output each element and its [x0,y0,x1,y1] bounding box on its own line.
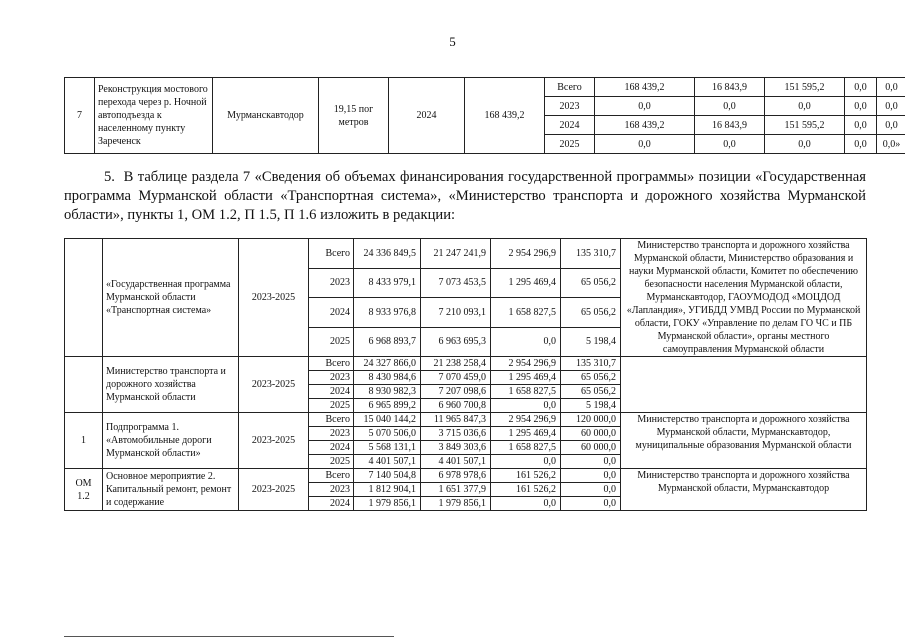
value-cell: 2 954 296,9 [491,357,561,371]
value-cell: 65 056,2 [561,371,621,385]
value-cell: 0,0 [845,97,877,116]
value-cell: 7 207 098,6 [421,385,491,399]
value-cell: 16 843,9 [695,78,765,97]
value-cell: 120 000,0 [561,413,621,427]
value-cell: 5 070 506,0 [354,427,421,441]
value-cell: 8 933 976,8 [354,298,421,328]
value-cell: 1 295 469,4 [491,268,561,298]
year-cell: 2023 [309,483,354,497]
value-cell: 0,0 [845,78,877,97]
value-cell: 0,0 [491,399,561,413]
object-year: 2024 [389,78,465,154]
item-executors: Министерство транспорта и дорожного хозяйства Мурманской области, Мурманскавтодор [621,469,867,511]
year-cell: 2023 [309,371,354,385]
value-cell: 151 595,2 [765,78,845,97]
table-row [65,413,867,427]
value-cell: 21 247 241,9 [421,239,491,269]
year-cell: Всего [309,239,354,269]
value-cell: 4 401 507,1 [421,455,491,469]
item-name: «Государственная программа Мурманской области «Транспортная система» [103,239,239,357]
period-cell: Всего [545,78,595,97]
year-cell: 2024 [309,497,354,511]
object-cost: 168 439,2 [465,78,545,154]
table-row [65,239,867,269]
value-cell: 65 056,2 [561,385,621,399]
year-cell: Всего [309,413,354,427]
value-cell: 16 843,9 [695,116,765,135]
value-cell: 7 140 504,8 [354,469,421,483]
value-cell: 6 968 893,7 [354,327,421,357]
value-cell: 0,0 [765,97,845,116]
period-cell: 2024 [545,116,595,135]
value-cell: 0,0 [877,116,905,135]
value-cell: 1 658 827,5 [491,441,561,455]
value-cell: 0,0 [561,455,621,469]
year-cell: 2025 [309,455,354,469]
value-cell: 0,0 [491,455,561,469]
value-cell: 0,0 [561,497,621,511]
item-number: 1 [65,413,103,469]
table-program-financing [64,238,867,511]
value-cell: 0,0 [877,97,905,116]
value-cell: 7 073 453,5 [421,268,491,298]
value-cell: 168 439,2 [595,78,695,97]
item-executors: Министерство транспорта и дорожного хозяйства Мурманской области, Мурманскавтодор, муниципальные образования Мурманской области [621,413,867,469]
value-cell: 60 000,0 [561,427,621,441]
value-cell: 168 439,2 [595,116,695,135]
value-cell: 21 238 258,4 [421,357,491,371]
value-cell: 135 310,7 [561,357,621,371]
value-cell: 0,0 [845,116,877,135]
item-period: 2023-2025 [239,239,309,357]
value-cell: 15 040 144,2 [354,413,421,427]
value-cell: 5 568 131,1 [354,441,421,455]
table-row [65,469,867,483]
value-cell: 0,0 [561,483,621,497]
year-cell: 2024 [309,385,354,399]
year-cell: 2024 [309,441,354,455]
footnote-rule [64,636,394,637]
value-cell: 60 000,0 [561,441,621,455]
value-cell: 8 430 984,6 [354,371,421,385]
year-cell: Всего [309,357,354,371]
object-capacity: 19,15 пог метров [319,78,389,154]
object-description: Реконструкция мостового перехода через р. Ночной автоподъезда к населенному пункту Зареченск [95,78,213,154]
value-cell: 1 812 904,1 [354,483,421,497]
year-cell: Всего [309,469,354,483]
year-cell: 2025 [309,327,354,357]
value-cell: 161 526,2 [491,483,561,497]
value-cell: 0,0 [491,327,561,357]
item-executors: Министерство транспорта и дорожного хозяйства Мурманской области, Министерство образования и науки Мурманской области, Комитет по обеспечению безопасности населения Мурманской области, Мурманскавтодор, ГАОУМОДОД «МОЦДОД «Лапландия», УГИБДД УМВД России по Мурманской области, ГОКУ «Управление по делам ГО ЧС и ПБ Мурманской области», органы местного самоуправления Мурманской области [621,239,867,357]
value-cell: 0,0 [491,497,561,511]
item-number: ОМ 1.2 [65,469,103,511]
year-cell: 2024 [309,298,354,328]
value-cell: 3 849 303,6 [421,441,491,455]
item-period: 2023-2025 [239,469,309,511]
page-number: 5 [449,34,456,49]
item-name: Министерство транспорта и дорожного хозяйства Мурманской области [103,357,239,413]
value-cell: 5 198,4 [561,399,621,413]
item-period: 2023-2025 [239,413,309,469]
value-cell: 65 056,2 [561,268,621,298]
year-cell: 2023 [309,427,354,441]
value-cell: 0,0 [845,135,877,154]
value-cell: 6 963 695,3 [421,327,491,357]
value-cell: 135 310,7 [561,239,621,269]
value-cell: 1 295 469,4 [491,371,561,385]
item-number [65,357,103,413]
item-name: Подпрограмма 1. «Автомобильные дороги Мурманской области» [103,413,239,469]
value-cell: 2 954 296,9 [491,413,561,427]
value-cell: 1 658 827,5 [491,298,561,328]
value-cell: 6 960 700,8 [421,399,491,413]
object-executor: Мурманскавтодор [213,78,319,154]
value-cell: 11 965 847,3 [421,413,491,427]
value-cell: 151 595,2 [765,116,845,135]
value-cell: 6 978 978,6 [421,469,491,483]
value-cell: 8 433 979,1 [354,268,421,298]
value-cell: 65 056,2 [561,298,621,328]
item-name: Основное мероприятие 2. Капитальный ремонт, ремонт и содержание [103,469,239,511]
instruction-paragraph: 5. В таблице раздела 7 «Сведения об объемах финансирования государственной программы» позиции «Государственная программа Мурманской области «Транспортная система», «Министерство транспорта и дорожного хозяйства Мурманской области», пункты 1, ОМ 1.2, П 1.5, П 1.6 изложить в редакции: [64,169,866,223]
value-cell: 2 954 296,9 [491,239,561,269]
value-cell: 0,0 [765,135,845,154]
period-cell: 2023 [545,97,595,116]
value-cell: 161 526,2 [491,469,561,483]
year-cell: 2025 [309,399,354,413]
item-executors [621,357,867,413]
value-cell: 1 979 856,1 [421,497,491,511]
value-cell: 4 401 507,1 [354,455,421,469]
value-cell: 1 658 827,5 [491,385,561,399]
row-number: 7 [65,78,95,154]
value-cell: 1 295 469,4 [491,427,561,441]
value-cell: 24 336 849,5 [354,239,421,269]
value-cell: 0,0» [877,135,905,154]
table-row [65,78,905,97]
value-cell: 6 965 899,2 [354,399,421,413]
value-cell: 24 327 866,0 [354,357,421,371]
value-cell: 3 715 036,6 [421,427,491,441]
value-cell: 0,0 [695,135,765,154]
value-cell: 0,0 [595,97,695,116]
value-cell: 1 979 856,1 [354,497,421,511]
value-cell: 0,0 [695,97,765,116]
value-cell: 7 210 093,1 [421,298,491,328]
item-number [65,239,103,357]
year-cell: 2023 [309,268,354,298]
value-cell: 5 198,4 [561,327,621,357]
value-cell: 8 930 982,3 [354,385,421,399]
value-cell: 0,0 [561,469,621,483]
table-row [65,357,867,371]
value-cell: 1 651 377,9 [421,483,491,497]
value-cell: 0,0 [595,135,695,154]
item-period: 2023-2025 [239,357,309,413]
period-cell: 2025 [545,135,595,154]
table-object-financing [64,77,905,154]
value-cell: 0,0 [877,78,905,97]
value-cell: 7 070 459,0 [421,371,491,385]
